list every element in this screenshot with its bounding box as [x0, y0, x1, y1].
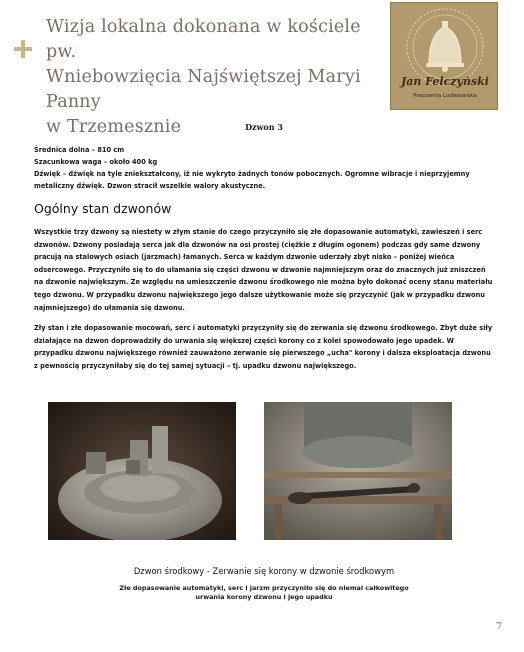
bell-diameter: Średnica dolna – 810 cm — [34, 146, 125, 154]
foundry-logo — [390, 2, 498, 110]
photo-broken-crown — [48, 402, 236, 540]
logo-subtitle: Pracownia Ludwisarska — [413, 93, 477, 99]
title-line: Wizja lokalna dokonana w kościele pw. — [46, 17, 361, 62]
bell-sound: Dźwięk – dźwięk na tyle zniekształcony, iż nie wykryto żadnych tonów pobocznych. Ogromne wibracje i nieprzyjemny metaliczny dźwięk. Dzwon stracił wszelkie walory akustyczne. — [34, 170, 470, 190]
logo-signature: Jan Felczyński — [401, 75, 489, 88]
figure-caption: Dzwon środkowy - Zerwanie się korony w dzwonie środkowym — [133, 566, 395, 576]
bell-heading: Dzwon 3 — [245, 122, 283, 132]
title-line: Wniebowzięcia Najświętszej Maryi Panny — [46, 67, 361, 112]
subcaption-line: urwania korony dzwonu i jego upadku — [195, 593, 333, 601]
subcaption-line: Złe dopasowanie automatyki, serc i jarzm przyczyniło się do niemal całkowitego — [119, 584, 409, 592]
paragraph: Zły stan i złe dopasowanie mocowań, serc i automatyki przyczyniły się do zerwania się dzwonu środkowego. Zbyt duże siły działające na dzwon doprowadziły do urwania się większej części korony co z kolei spowodowało jego upadek. W przypadku dzwonu największego również zauważono zerwanie się pierwszego „ucha" korony i dalsza eksploatacja dzwonu z pewnością przyczyniłaby się do tej samej sytuacji – tj. upadku dzwonu największego. — [34, 324, 493, 370]
photo-bell-clapper — [264, 402, 452, 540]
paragraph: Wszystkie trzy dzwony są niestety w złym stanie do czego przyczyniło się złe dopasowanie automatyki, zawieszeń i serc dzwonów. Dzwony posiadają serca jak dla dzwonów na osi prostej (ciężkie z długim ogonem) podczas gdy same dzwony pracują na stalowych osiach (jarzmach) łamanych. Serca w każdym dzwonie uderzały zbyt nisko – poniżej wieńca odsercowego. Przyczyniło się to do ułamania się części dzwonu w dzwonie najmniejszym oraz do znacznych już zniszczeń na dzwonie największym. Ze względu na umieszczenie dzwonu środkowego nie można było dokonać oceny stanu materiału tego dzwonu. W przypadku dzwonu największego jego dalsze użytkowanie może się przyczynić (jak w przypadku dzwonu najmniejszego) do ułamania się dzwonu. — [34, 228, 493, 312]
document-body — [34, 118, 494, 381]
figure-subcaption — [104, 584, 424, 602]
title-line: w Trzemesznie — [46, 117, 182, 137]
section-heading: Ogólny stan dzwonów — [34, 201, 172, 216]
page-number: 7 — [496, 622, 503, 632]
bell-weight: Szacunkowa waga – około 400 kg — [34, 158, 158, 166]
plus-icon — [14, 40, 32, 58]
